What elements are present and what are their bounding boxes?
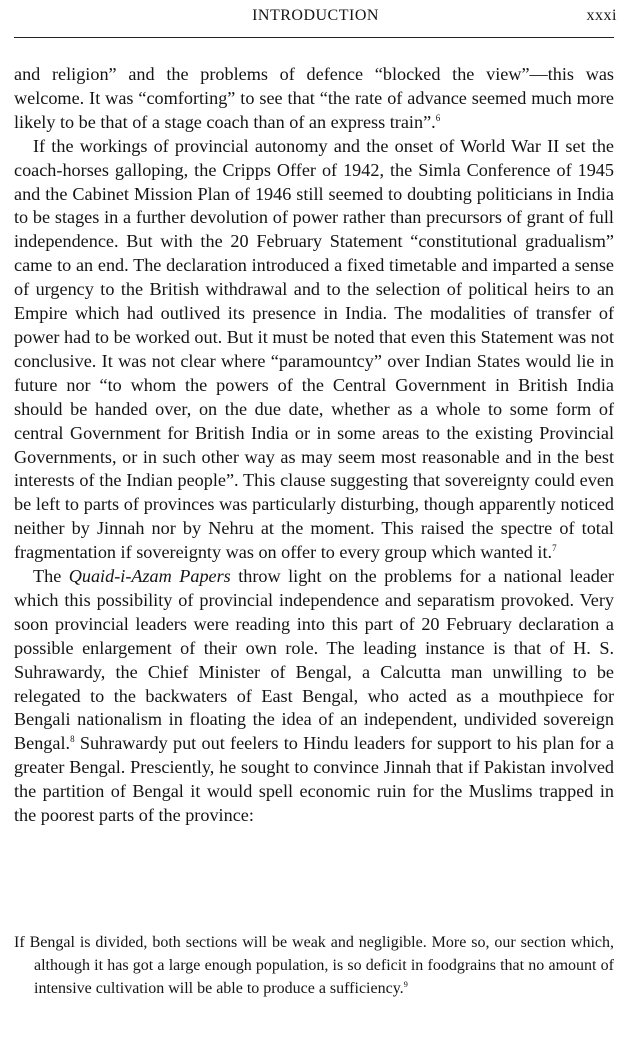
paragraph-3-lead: The: [33, 566, 69, 587]
page-number: xxxi: [586, 7, 617, 24]
footnote-ref-9: 9: [403, 979, 408, 990]
body-text: [14, 63, 614, 828]
paragraph-2: [14, 135, 614, 565]
block-quote-paragraph: [14, 931, 614, 1001]
header-rule: [14, 37, 614, 38]
paragraph-1: [14, 63, 614, 135]
footnote-ref-7: 7: [552, 543, 557, 554]
block-quote-text: If Bengal is divided, both sections will be weak and negligible. More so, our section which, although it has got a large enough population, is so deficit in foodgrains that no amount of intensive cultivation will be able to produce a sufficiency.: [14, 934, 614, 998]
paragraph-3-text-cont: Suhrawardy put out feelers to Hindu leaders for support to his plan for a greater Bengal. Presciently, he sought to convince Jinnah that if Pakistan involved the partition of Bengal it would spell economic ruin for the Muslims trapped in the poorest parts of the province:: [14, 733, 614, 826]
paragraph-1-text: and religion” and the problems of defence “blocked the view”—this was welcome. It was “comforting” to see that “the rate of advance seemed much more likely to be that of a stage coach than of an express train”.: [14, 64, 614, 132]
running-title: INTRODUCTION: [252, 7, 379, 24]
paragraph-3-text: throw light on the problems for a national leader which this possibility of provincial independence and separatism provoked. Very soon provincial leaders were reading into this part of 20 February declaration a possible enlargement of their own role. The leading instance is that of H. S. Suhrawardy, the Chief Minister of Bengal, a Calcutta man unwilling to be relegated to the backwaters of East Bengal, who acted as a mouthpiece for Bengali nationalism in floating the idea of an independent, undivided sovereign Bengal.: [14, 566, 614, 754]
footnote-ref-6: 6: [435, 112, 441, 123]
paragraph-2-text: If the workings of provincial autonomy and the onset of World War II set the coach-horses galloping, the Cripps Offer of 1942, the Simla Conference of 1945 and the Cabinet Mission Plan of 1946 still seemed to doubting politicians in India to be stages in a further devolution of power rather than precursors of grant of full independence. But with the 20 February Statement “constitutional gradualism” came to an end. The declaration introduced a fixed timetable and imparted a sense of urgency to the British withdrawal and to the selection of political heirs to an Empire which had outlived its presence in India. The modalities of transfer of power had to be worked out. But it must be noted that even this Statement was not conclusive. It was not clear where “paramountcy” over Indian States would lie in future nor “to whom the powers of the Central Government in British India should be handed over, on the due date, whether as a whole to some form of central Government for British India or in some areas to the existing Provincial Governments, or in such other way as may seem most reasonable and in the best interests of the Indian people”. This clause suggesting that sovereignty could even be left to parts of provinces was particularly disturbing, though apparently noticed neither by Jinnah nor by Nehru at the moment. This raised the spectre of total fragmentation if sovereignty was on offer to every group which wanted it.: [14, 135, 614, 563]
footnote-ref-8: 8: [70, 734, 75, 745]
block-quote: [14, 931, 614, 1001]
book-title: Quaid-i-Azam Papers: [68, 566, 231, 587]
paragraph-3: [14, 565, 614, 828]
running-head: [14, 4, 617, 28]
